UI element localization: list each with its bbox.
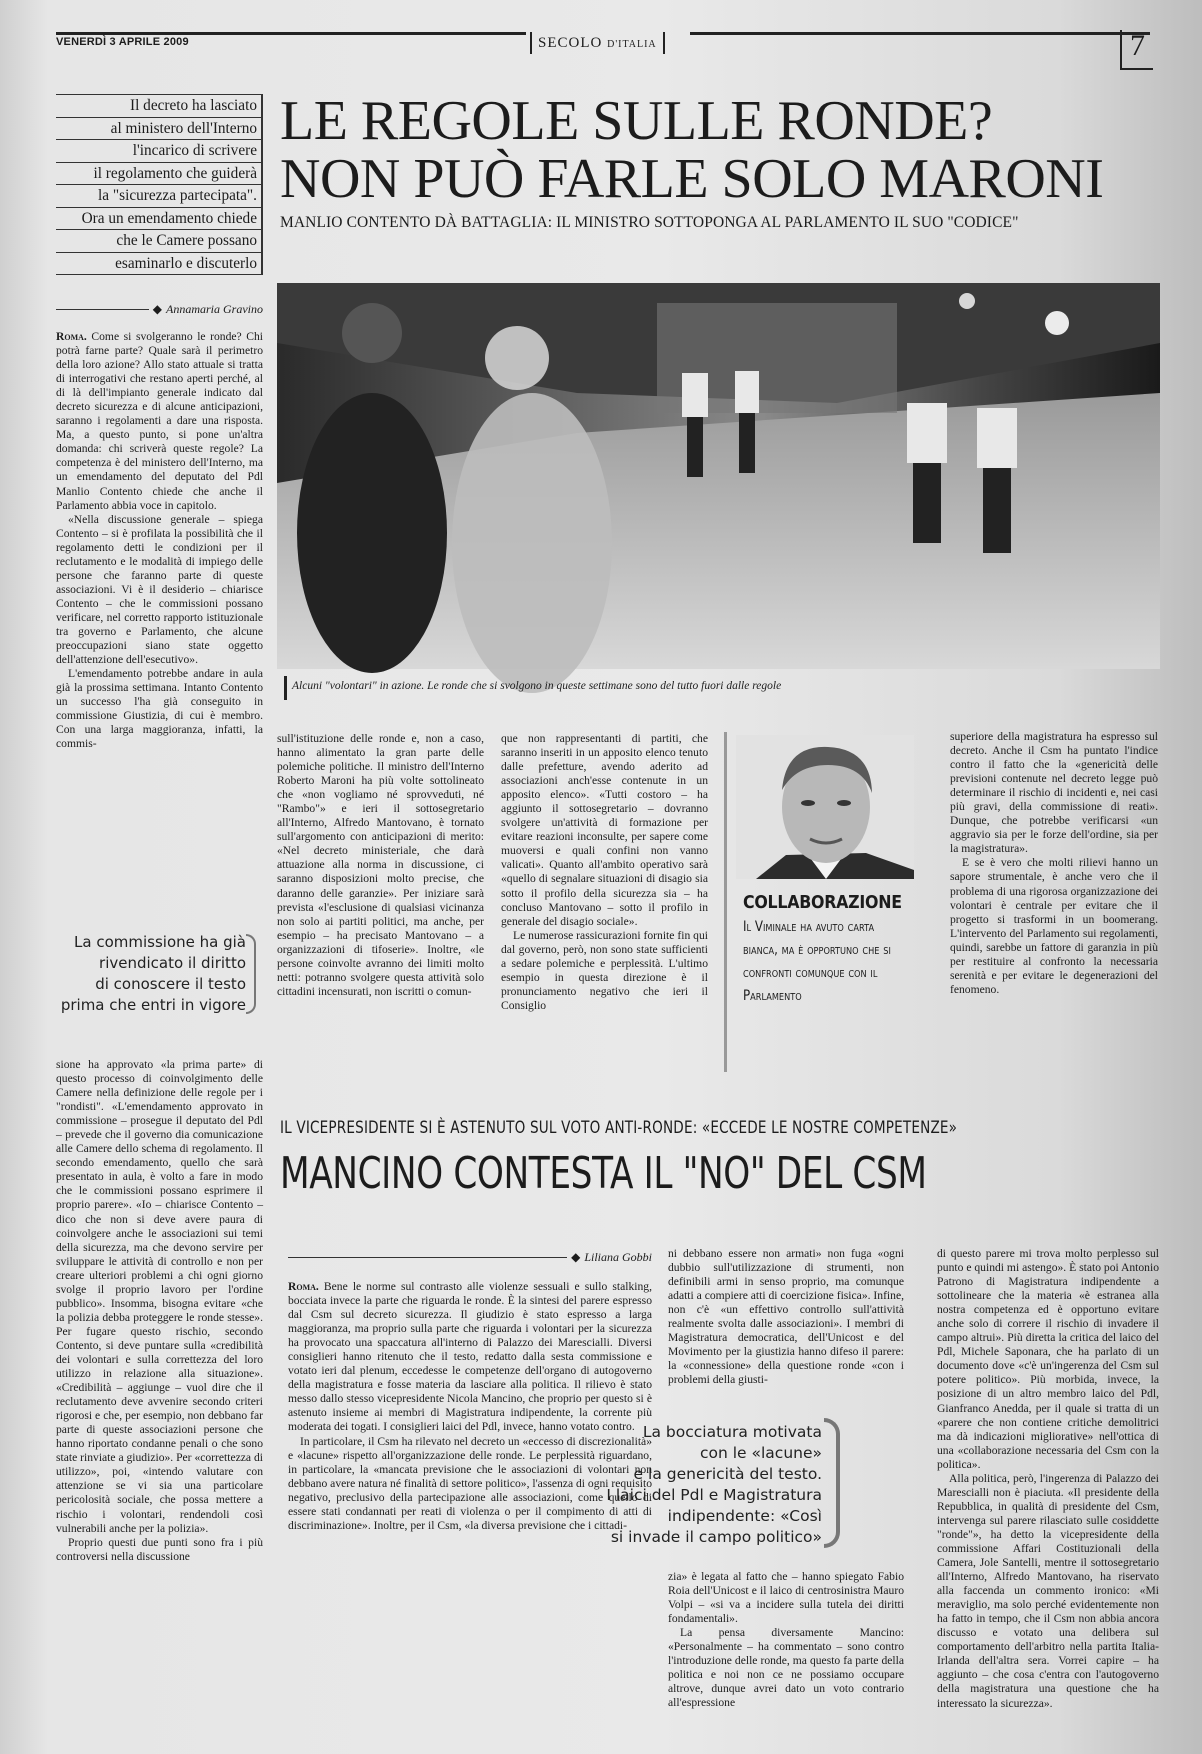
headline: MANCINO CONTESTA IL "NO" DEL CSM	[280, 1148, 927, 1199]
masthead-subtitle: D'ITALIA	[607, 39, 657, 50]
byline	[56, 302, 263, 317]
paragraph: Proprio questi due punti sono fra i più controversi nella discussione	[56, 1535, 263, 1563]
subheadline: MANLIO CONTENTO DÀ BATTAGLIA: IL MINISTRO SOTTOPONGA AL PARLAMENTO IL SUO "CODICE"	[280, 214, 1019, 231]
portrait-photo	[736, 735, 914, 879]
headline	[280, 92, 1160, 208]
paragraph: Alla politica, però, l'ingerenza di Palazzo dei Marescialli non è piaciuta. «Il presidente della Repubblica, in qualità di presidente del Csm, intervenga sul parere rilasciato sulle cosiddette "ronde"», ha detto la vicepresidente della commissione Affari Costituzionali della Camera, Jole Santelli, mentre il sottosegretario all'Interno, Alfredo Mantovano, ha riservato alla faccenda un commento ironico: «Mi meraviglio, ma solo perché evidentemente non ha fatto in tempo, che il Csm non abbia ancora discusso e votato una delibera sul comportamento dell'arbitro nella partita Italia-Irlanda dell'altra sera. Vorrei capire – ha aggiunto – che cosa c'entra con l'autogoverno della magistratura una questione che ha interessato la sicurezza».	[937, 1471, 1159, 1710]
article-column	[277, 732, 484, 1092]
byline-rule	[56, 309, 149, 311]
summary-line: al ministero dell'Interno	[56, 117, 261, 140]
article-column	[56, 1058, 263, 1754]
paragraph: L'emendamento potrebbe andare in aula già la prossima settimana. Intanto Contento un successo l'ha già conseguito in commissione Giustizia, di cui è membro. Con una larga maggioranza, infatti, la commis-	[56, 667, 263, 751]
issue-date: VENERDÌ 3 APRILE 2009	[56, 36, 189, 48]
paragraph: In particolare, il Csm ha rilevato nel decreto un «eccesso di discrezionalità» e «lacune» rispetto all'organizzazione delle ronde. Le perplessità riguardano, in particolare, la «mancata previsione che le associazioni di volontari non debbano avere natura né finalità di settore politico», l'assenza di ogni requisito negativo, preclusivo della partecipazione alle associazioni, come quello di essere stati condannati per reati di violenza o per il compimento di atti di discriminazione». Inoltre, per il Csm, «la diversa previsione che i cittadi-	[288, 1434, 652, 1532]
byline	[288, 1250, 652, 1265]
page-number: 7	[1120, 30, 1153, 70]
pull-quote-line: si invade il campo politico»	[610, 1528, 822, 1546]
article-column	[288, 1280, 652, 1754]
diamond-icon: ◆	[152, 302, 162, 316]
pull-quote	[600, 1422, 822, 1548]
byline-rule	[288, 1257, 567, 1259]
summary-line: la "sicurezza partecipata".	[56, 184, 261, 207]
pull-quote-line: e la genericità del testo.	[633, 1465, 822, 1483]
dateline: Roma.	[288, 1280, 319, 1293]
pull-quote-line: rivendicato il diritto	[99, 954, 246, 972]
paragraph: que non rappresentanti di partiti, che saranno inseriti in un apposito elenco tenuto dalle prefetture, avendo aderito ad associazioni anch'esse contenute in un apposito elenco». «Tutti costoro – ha aggiunto il sottosegretario – dovranno svolgere un'attività di formazione per evitare reazioni inconsulte, per sapere come muoversi e quali confini non vanno valicati». Quanto all'ambito operativo sarà «quello di segnalare situazioni di disagio sia sotto il profilo della sicurezza sia – ha concluso Mantovano – sotto il profilo in generale del disagio sociale».	[501, 732, 708, 928]
author-name: Annamaria Gravino	[166, 302, 263, 316]
article-column	[501, 732, 708, 1092]
article-column	[950, 730, 1158, 1092]
pull-quote	[50, 932, 246, 1016]
article-column	[668, 1247, 904, 1387]
diamond-icon: ◆	[571, 1250, 581, 1264]
masthead-title: SECOLO	[538, 35, 603, 51]
article-column	[56, 330, 263, 970]
article-column	[937, 1247, 1159, 1754]
caption-bar	[284, 676, 287, 700]
header-rule	[56, 32, 526, 35]
pull-quote-line: prima che entri in vigore	[60, 996, 246, 1014]
paragraph: zia» è legata al fatto che – hanno spiegato Fabio Roia dell'Unicost e il laico di centrosinistra Mauro Volpi – «si va a incidere sulla tutela dei diritti fondamentali».	[668, 1570, 904, 1626]
paragraph: ni debbano essere non armati» non fuga «ogni dubbio sull'utilizzazione di strumenti, non definibili armi in senso proprio, ma comunque adatti a compiere atti di coercizione fisica». Infine, non c'è «un effettivo controllo sull'attività realmente svolta dalle associazioni». I membri di Magistratura democratica, dell'Unicost e del Movimento per la giustizia hanno difeso il parere: la «connessione» della questione ronde «con i problemi della giusti-	[668, 1247, 904, 1387]
pull-quote-line: La commissione ha già	[74, 933, 246, 951]
headline-line: NON PUÒ FARLE SOLO MARONI	[280, 148, 1104, 210]
photo-caption: Alcuni "volontari" in azione. Le ronde che si svolgono in queste settimane sono del tutto fuori dalle regole	[292, 680, 782, 692]
summary-line: Ora un emendamento chiede	[56, 207, 261, 230]
pull-quote-line: di conoscere il testo	[95, 975, 246, 993]
sidebar-box	[724, 732, 920, 1072]
paragraph: La pensa diversamente Mancino: «Personalmente – ha commentato – sono contro l'introduzione delle ronde, ma questo fa parte della politica e noi non ce ne possiamo occupare altrove, dunque avrei dato un voto contrario all'espressione	[668, 1626, 904, 1710]
paragraph	[56, 330, 263, 513]
quote-brace	[824, 1418, 840, 1548]
box-text: Il Viminale ha avuto carta bianca, ma è opportuno che si confronti comunque con il Parlamento	[743, 919, 891, 1004]
pull-quote-line: I laici del Pdl e Magistratura	[606, 1486, 822, 1504]
summary-box	[56, 94, 263, 275]
street-photo	[277, 283, 1160, 669]
article-column	[668, 1570, 904, 1754]
paragraph-text: Bene le norme sul contrasto alle violenze sessuali e sullo stalking, bocciata invece la parte che riguarda le ronde. È la sintesi del parere espresso dal Csm sul decreto sicurezza. Il giudizio è stato espresso a larga maggioranza, ma proprio sulla parte che riguarda i volontari per la sicurezza ha provocato una spaccatura all'interno di Palazzo dei Marescialli. Diversi consiglieri hanno ritenuto che il testo, redatto dalla sesta commissione e votato ieri dal plenum, eccedesse le competenze dell'organo di autogoverno della magistratura e fosse materia da lasciare alla politica. Il rilievo è stato messo dallo stesso vicepresidente Nicola Mancino, che proprio per questo si è astenuto insieme ai membri di Magistratura indipendente, la corrente più moderata dei togati. I consiglieri laici del Pdl, invece, hanno votato contro.	[288, 1280, 652, 1434]
paragraph: sull'istituzione delle ronde e, non a caso, hanno alimentato la gran parte delle polemiche politiche. Il ministro dell'Interno Roberto Maroni ha più volte sottolineato che «non vogliamo né sprovveduti, né "Rambo"» e ieri il sottosegretario all'Interno, Alfredo Mantovano, è tornato sull'argomento con anticipazioni di merito: «Nel decreto ministeriale, che darà attuazione alla norma in discussione, ci saranno disposizioni molto precise, che daranno delle garanzie». Per iniziare sarà prevista «l'esclusione di qualsiasi vicinanza non solo ai partiti politici, ma anche, per esempio – ha precisato Mantovano – a organizzazioni di tifoserie». Inoltre, «le persone coinvolte avranno dei limiti molto netti: potranno svolgere questa attività solo cittadini incensurati, non iscritti o comun-	[277, 732, 484, 998]
paragraph: di questo parere mi trova molto perplesso sul punto e quindi mi astengo». È stato poi Antonio Patrono di Magistratura indipendente a sottolineare che la materia «è estranea alla nostra competenza ed è opportuno evitare anche solo di correre il rischio di invadere il campo altrui». Più diretta la critica del laico del Pdl, Michele Saponara, che ha parlato di un documento dove «c'è un'ingerenza del Csm sul potere politico». Più morbida, invece, la posizione di un altro membro laico del Pdl, Gianfranco Anedda, per il quale si tratta di un «parere che non contiene critiche demolitrici ma dà indicazioni migliorative» nell'ottica di una «collaborazione necessaria del Csm con la politica».	[937, 1247, 1159, 1471]
summary-line: che le Camere possano	[56, 229, 261, 252]
summary-line: il regolamento che guiderà	[56, 162, 261, 185]
summary-line: Il decreto ha lasciato	[56, 94, 261, 117]
headline-line: LE REGOLE SULLE RONDE?	[280, 90, 993, 152]
paragraph: Le numerose rassicurazioni fornite fin qui dal governo, però, non sono state sufficienti a sedare polemiche e perplessità. L'ultimo esempio in questa direzione è il pronunciamento negativo che ieri il Consiglio	[501, 928, 708, 1012]
paragraph-text: Come si svolgeranno le ronde? Chi potrà farne parte? Quale sarà il perimetro della loro azione? Allo stato attuale si tratta di interrogativi che restano aperti perché, al di là dell'impianto generale indicato dal decreto sicurezza e di alcune anticipazioni, saranno i regolamenti a dare una risposta. Ma, a questo punto, si pone un'altra domanda: chi scriverà queste regole? La competenza è del ministero dell'Interno, ma un emendamento del deputato del Pdl Manlio Contento chiede che anche il Parlamento abbia voce in capitolo.	[56, 330, 263, 512]
author-name: Liliana Gobbi	[584, 1250, 652, 1264]
pull-quote-line: La bocciatura motivata	[642, 1423, 822, 1441]
paragraph: E se è vero che molti rilievi hanno un sapore strumentale, è anche vero che il problema di una rigorosa organizzazione dei volontari è centrale per evitare che il progetto si trasformi in un boomerang. L'intervento del Parlamento sui regolamenti, quindi, sarebbe un fattore di garanzia in più per restituire al confronto la necessaria serenità e per evitare le degenerazioni del fenomeno.	[950, 856, 1158, 996]
masthead	[530, 32, 665, 54]
header-rule	[690, 32, 1150, 35]
dateline: Roma.	[56, 330, 87, 343]
kicker: IL VICEPRESIDENTE SI È ASTENUTO SUL VOTO ANTI-RONDE: «ECCEDE LE NOSTRE COMPETENZE»	[280, 1118, 958, 1138]
pull-quote-line: indipendente: «Così	[667, 1507, 822, 1525]
paragraph: «Nella discussione generale – spiega Contento – si è profilata la possibilità che il regolamento detti le condizioni per il reclutamento e le modalità di impiego delle persone che faranno parte di queste associazioni. Vi è il desiderio – chiarisce Contento – che le commissioni possano verificare, nel corretto rapporto istituzionale tra governo e Parlamento, che alcune preoccupazioni siano state oggetto dell'attenzione dell'esecutivo».	[56, 512, 263, 667]
pull-quote-line: con le «lacune»	[699, 1444, 822, 1462]
box-title: COLLABORAZIONE	[743, 892, 902, 913]
summary-line: esaminarlo e discuterlo	[56, 252, 261, 276]
paragraph: sione ha approvato «la prima parte» di questo processo di coinvolgimento delle Camere nella definizione delle regole per i "rondisti". «L'emendamento approvato in commissione – prosegue il deputato del Pdl – prevede che il governo dia comunicazione alle Camere dello schema di regolamento. Il secondo emendamento, quello che sarà presentato in aula, è volto a fare in modo che le commissioni possano esprimere il proprio parere». «Io – chiarisce Contento – dico che non si deve avere paura di coinvolgere anche le associazioni sui temi della sicurezza, ma che devono servire per sviluppare le attività di controllo e non per creare ulteriori problemi a chi ogni giorno svolge il proprio lavoro per l'ordine pubblico». Insomma, bisogna evitare «che la polizia debba proteggere le ronde stesse». Per fugare questo rischio, secondo Contento, si deve puntare sulla «credibilità dei volontari e sulla correttezza del loro utilizzo in relazione alla situazione». «Credibilità – aggiunge – vuol dire che il reclutamento deve avvenire secondo criteri rigorosi e che, per esempio, non debbano far parte di queste associazioni persone che hanno riportato condanne penali o che sono state rinviate a giudizio». Per «correttezza di utilizzo», poi, «intendo valutare con attenzione se vi sia una particolare pericolosità sociale, che possa mettere a rischio i volontari, rendendoli così vulnerabili anche per la polizia».	[56, 1058, 263, 1535]
paragraph	[288, 1280, 652, 1435]
paragraph: superiore della magistratura ha espresso sul decreto. Anche il Csm ha puntato l'indice contro il fatto che la «genericità delle previsioni contenute nel decreto legge può determinare il rischio di incidenti e, nei casi più gravi, della commissione di reati». Dunque, che potrebbe verificarsi «un aggravio sia per le forze dell'ordine, sia per la magistratura».	[950, 730, 1158, 856]
quote-brace	[246, 934, 256, 1014]
summary-line: l'incarico di scrivere	[56, 139, 261, 162]
